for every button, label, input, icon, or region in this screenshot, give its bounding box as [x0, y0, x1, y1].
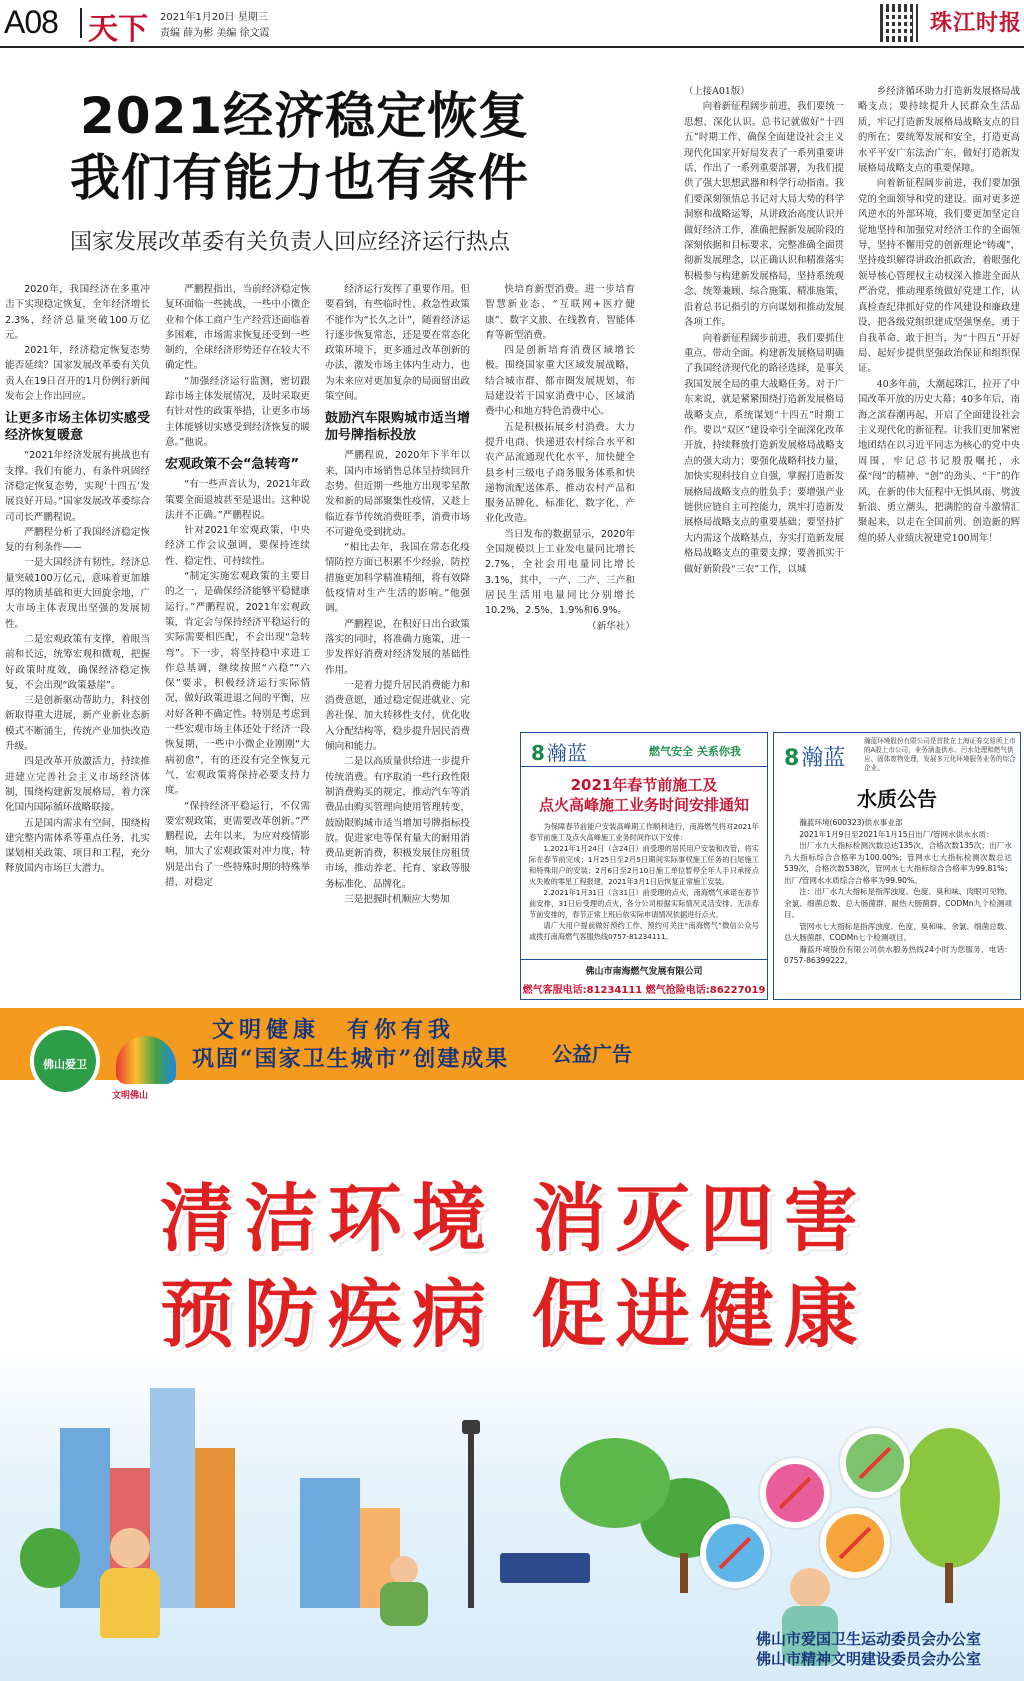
tree-trunk [945, 1563, 953, 1603]
public-service-poster [0, 1008, 1024, 1681]
cleaner-body [100, 1568, 160, 1638]
newspaper-logo: 珠江时报 [930, 10, 1023, 36]
gas-ad-slogan: 燃气安全 关系你我 [649, 745, 741, 758]
article-column-3 [325, 282, 470, 992]
gas-notice-ad [520, 732, 768, 1000]
paragraph: “加强经济运行监测，密切跟踪市场主体发展情况，及时采取更有针对性的政策举措，让更多市场主体能够切实感受到经济恢复的暖意。”他说。 [165, 375, 310, 448]
paragraph: 2020年，我国经济在多重冲击下实现稳定恢复，全年经济增长2.3%，经济总量突破100万亿元。 [5, 284, 150, 341]
rat-prohibited-icon [840, 1428, 910, 1498]
gas-ad-body: 为保障春节前能户安装高峰期工作顺利进行，南海燃气将对2021年春节前施工及点火高峰施工业务时间作以下安排： 1.2021年1月24日（含24日）前受理的居民用户安装和改管，将实际在春节前完成；1月25日至2月5日期间实际事权施工任务的扫尾施工和特殊用户的安装；2月6日至2月10日施工单位暂停全年人手只承接点火失败的零星工程报建，2021年3月1日后恢复正常施工安装。 2.2021年1月31日（含31日）前受理的点火，南海燃气承诺在春节前安排，31日后受理的点火，各分公司根据实际情况灵活安排。无法春节前安排的，春节正常上班后依实际申请情况依据进行点火。 请广大用户提前做好预约工作，预约可关注“南海燃气”微信公众号或拨打南海燃气客服热线0757-81234111。 [529, 822, 759, 941]
paragraph: 三是创新驱动帮助力，科技创新取得重大进展，新产业新业态新模式不断涌生，传统产业加快改造升级。 [5, 695, 150, 753]
paragraph: 严鹏程分析了我国经济稳定恢复的有利条件—— [5, 526, 150, 554]
aiwei-logo: 佛山爱卫 [30, 1026, 100, 1096]
sponsor-org-2: 佛山市精神文明建设委员会办公室 [756, 1650, 982, 1668]
sponsor-org-1: 佛山市爱国卫生运动委员会办公室 [756, 1630, 982, 1648]
headline-subtitle: 国家发展改革委有关负责人回应经济运行热点 [70, 230, 511, 255]
paragraph: 三是把握时机顺应大势加 [344, 893, 450, 905]
paragraph: 严鹏程说，在积好日出台政策落实的同时，将准确力施策，进一步发挥好消费对经济发展的基础性作用。 [325, 618, 470, 676]
paragraph: “有一些声音认为，2021年政策要全面退坡甚至是退出。这种说法并不正确。”严鹏程说。 [165, 479, 310, 521]
paragraph: “保持经济平稳运行，不仅需要宏观政策，更需要改革创新。”严鹏程说，去年以来，为应对疫情影响，加大了宏观政策对冲力度，特别是出台了一些特殊时期的特殊举措，对稳定 [165, 800, 310, 888]
paragraph: “2021年经济发展有挑战也有支撑。我们有能力、有条件巩固经济稳定恢复态势，实现‘十四五’发展良好开局。”国家发展改革委综合司司长严鹏程说。 [5, 450, 150, 523]
qr-code-icon[interactable] [880, 4, 918, 42]
paragraph: 向着新征程阔步前进，我们要加强党的全面领导和党的建设。面对更多逆风逆水的外部环境，我们要更加坚定自觉地坚持和加强党对经济工作的全面领导，坚持不懈用党的创新理论“铸魂”，坚持疫织解得讲政治抓政治，着眼强化领导核心管理权主动权深入推进全面从严治党，推动理系统做好党建工作，认真检查纪律抓好党的作风建设和廉政建设，把各级党组织建成坚强堡垒，勇于自我革命、敢于担当，为“十四五”开好局、起好步提供坚强政治保证和组织保证。 [858, 178, 1020, 375]
brand-logo: 8 瀚蓝 [531, 741, 587, 765]
continued-from: （上接A01版） [684, 86, 750, 97]
article-source: （新华社） [587, 620, 635, 632]
paragraph: 严鹏程说，2020年下半年以来，国内市场销售总体呈持续回升态势。但近期一些地方出现零星散发和新的局部聚集性疫情，又趁上临近春节传统消费旺季，消费市场不可避免受到扰动。 [325, 450, 470, 538]
water-ad-intro: 瀚蓝环境股份有限公司是首批在上海证券交易所上市的A股上市公司，业务涵盖供水、污水处理和燃气供应、固体废物处理，发展多元化环境服务业务的综合企业。 [864, 737, 1016, 772]
gardener-body [380, 1582, 428, 1626]
paragraph: 四是改革开放激活力，持续推进建立完善社会主义市场经济体制，围绕构建新发展格局，着力深化国内国际循环战略联接。 [5, 756, 150, 814]
gas-ad-title: 2021年春节前施工及 点火高峰施工业务时间安排通知 [538, 776, 749, 814]
editors-credit: 责编 薛为彬 美编 徐文霞 [160, 28, 270, 39]
paragraph: 当日发布的数据显示，2020年全国规模以上工业发电量同比增长2.7%，全社会用电量同比增长3.1%，其中，一产、二产、三产和居民生活用电量同比分别增长10.2%、2.5%、1.9%和6.9%。 [485, 528, 635, 617]
paragraph: 四是创新培育消费区域增长极。围绕国家重大区域发展战略，结合城市群、都市圈发展规划，布局建设若干国家消费中心，区域消费中心和地方特色消费中心。 [485, 345, 635, 418]
gas-ad-header [521, 733, 767, 767]
mosquito-prohibited-icon [820, 1508, 890, 1578]
page-number: A08 [4, 4, 58, 40]
masthead-divider [80, 8, 82, 38]
headline-line2: 我们有能力也有条件 [70, 149, 529, 207]
water-quality-ad [773, 732, 1021, 1000]
paragraph: 二是宏观政策有支撑，着眼当前和长远，统筹宏观和微观，把握好政策时度效，确保经济稳定恢复，不会出现“政策悬崖”。 [5, 633, 150, 691]
tree-trunk [680, 1553, 688, 1593]
poster-slogan-1: 清洁环境 消灭四害 [160, 1176, 868, 1262]
lamp-head [462, 1420, 480, 1434]
section-heading: 让更多市场主体切实感受经济恢复暖意 [5, 411, 150, 444]
lamp-post [468, 1428, 474, 1608]
article-column-1 [5, 282, 150, 992]
article-column-4 [485, 282, 635, 702]
paragraph: 2021年，经济稳定恢复态势能否延续？国家发展改革委有关负责人在19日召开的1月份例行新闻发布会上作出回应。 [5, 345, 150, 403]
poster-category: 公益广告 [552, 1042, 632, 1066]
brand-mark-icon: 8 [531, 741, 545, 765]
gas-hotline: 燃气客服电话:81234111 燃气抢险电话:86227019 [522, 985, 766, 996]
paragraph: 五是积极拓展乡村消费。大力提升电商、快递进农村综合水平和农产品流通现代化水平，加快健全县乡村三级电子商务服务体系和快递物流配送体系，推动农村产品和服务品牌化、标准化、数字化、产业化改造。 [485, 421, 635, 525]
paragraph: 一是大国经济有韧性，经济总量突破100万亿元，意味着更加雄厚的物质基础和更大回旋余地，广大市场主体表现出坚强的发展韧性。 [5, 557, 150, 630]
paragraph: 严鹏程指出，当前经济稳定恢复环面临一些挑战，一些中小微企业和个体工商户生产经营还面临着多困难，市场需求恢复还受到一些制约，全球经济形势还存在较大不确定性。 [165, 284, 310, 372]
fly-prohibited-icon [700, 1518, 770, 1588]
paragraph: 40多年前，大潮起珠江，拉开了中国改革开放的历史大幕；40多年后，南海之滨春潮再起，开启了全面建设社会主义现代化的新征程。让我们更加紧密地团结在以习近平同志为核心的党中央周围，牢记总书记殷殷嘱托，永葆“闯”的精神、“创”的劲头、“干”的作风，在新的伟大征程中无惧风雨、劈波斩浪、勇立潮头，把满腔的奋斗激情汇聚起来，以走在全国前列、创造新的辉煌的骄人业绩庆祝建党100周年！ [858, 378, 1020, 544]
water-ad-title: 水质公告 [857, 787, 937, 811]
poster-tagline-1: 文明健康 有你有我 [212, 1017, 456, 1043]
civilized-foshan-label: 文明佛山 [112, 1091, 149, 1101]
issue-date: 2021年1月20日 星期三 [160, 12, 268, 23]
brand-logo: 8瀚蓝 [784, 746, 846, 771]
paragraph: 向着新征程阔步前进，我们要统一思想、深化认识。总书记就做好“十四五”时期工作、确保全面建设社会主义现代化国家开好局发表了一系列重要讲话、作出了一系列重要部署，为我们提供了强大思想武器和科学行动指南。我们要深刻领悟总书记对大局大势的科学洞察和战略运筹，从讲政治高度认识并做好经济工作，准确把握新发展阶段的深刻依据和目标要求，完整准确全面贯彻新发展理念，以正确认识和精准落实积极参与构建新发展格局，坚持系统观念、统筹兼顾、综合施策、精准施策，沿着总书记指引的方向谋划和推动发展各项工作。 [684, 101, 844, 329]
paragraph: 针对2021年宏观政策，中央经济工作会议强调，要保持连续性、稳定性、可持续性。 [165, 525, 310, 567]
paragraph: 五是国内需求有空间，围绕构建完整内需体系等重点任务，扎实谋划相关政策、项目和工程，充分释放国内市场巨大潜力。 [5, 817, 150, 875]
article-column-2 [165, 282, 310, 992]
water-ad-body: 瀚蓝环境(600323)供水事业部 2021年1月9日至2021年1月15日出厂/管网水供水水质： 出厂水九大指标检测次数总达135次，合格次数135次；出厂水九大指标综合合格率为100.00%；管网水七大指标检测次数总达539次，合格次数538次，管网水七大指标综合合格率为99.81%；出厂/管网水水质综合合格率为99.90%。 注：出厂水九大指标是指浑浊度、色度、臭和味、肉眼可见物、余氯、细菌总数、总大肠菌群、耐热大肠菌群、CODMn九个检测项目。 管网水七大指标是指浑浊度、色度、臭和味、余氯、细菌总数、总大肠菌群、CODMn七个检测项目。 瀚蓝环境股份有限公司供水服务热线24小时为您服务，电话：0757-86399222。 [784, 818, 1012, 965]
cockroach-prohibited-icon [760, 1458, 830, 1528]
masthead [0, 0, 1024, 48]
editorial-column-1 [684, 84, 844, 699]
poster-slogan-2: 预防疾病 促进健康 [160, 1272, 868, 1358]
brand-mark-icon: 8 [784, 746, 800, 771]
tree-illustration [900, 1428, 1000, 1568]
paragraph: 快培育新型消费。进一步培育智慧新业态、“互联网+医疗健康”、数字文旅、在线教育、智能体育等新型消费。 [485, 284, 635, 341]
paragraph: “制定实施宏观政策的主要目的之一，是确保经济能够平稳健康运行。”严鹏程说，2021年宏观政策，肯定会与保持经济平稳运行的实际需要相匹配，不会出现“急转弯”。下一步，将坚持稳中求进工作总基调，继续按照“六稳”“六保”要求，积极经济运行实际情况，做好政策进退之间的平衡，应对好各种不确定性。特别是考虑到一些宏观市场主体还处于经济一段恢复期，一些中小微企业刚刚“大病初愈”，有的还没有完全恢复元气，宏观政策将保持必要支持力度。 [165, 571, 310, 797]
gardener-figure [390, 1556, 418, 1584]
paragraph: 一是着力提升居民消费能力和消费意愿，通过稳定促进就业、完善社保、加大转移性支付、优化收入分配结构等，稳步提升居民消费倾向和能力。 [325, 679, 470, 753]
paragraph: 经济运行发挥了重要作用。但要看到，有些临时性、救急性政策不能作为“长久之计”，随着经济运行逐步恢复常态，还是要在常态化政策环境下，更多通过改革创新的办法，激发市场主体内生动力，也为未来应对更加复杂的局面留出政策空间。 [325, 284, 470, 403]
paragraph: 乡经济循环助力打造新发展格局战略支点；要持续提升人民群众生活品质，牢记打造新发展格局战略支点的目的所在；要统筹发展和安全，打造更高水平平安广东法治广东，做好打造新发展格局战略支点的重要保障。 [858, 86, 1020, 175]
section-heading: 宏观政策不会“急转弯” [165, 457, 300, 473]
paragraph: 二是以高质量供给进一步提升传统消费。有序取消一些行政性限制消费购买的规定，推动汽车等消费品由购买管理向使用管理转变，鼓励限购城市适当增加号牌指标投放。促进家电等保有量大的耐用消费品更新消费，积极发展住房租赁市场，推动养老、托育、家政等服务标准化、品牌化。 [325, 756, 470, 890]
paragraph: 向着新征程阔步前进，我们要抓住重点、带动全面。构建新发展格局明确了我国经济现代化的路径选择，是事关我国发展全局的重大战略任务。对于广东来说，就是紧紧围绕打造新发展格局战略支点，系统谋划“十四五”时期工作。要以“双区”建设牵引全面深化改革开放，持续释放打造新发展格局战略支点的强大动力；要强化战略科技力量，加快实现科技自立自强，掌握打造新发展格局战略支点的胜负手；要增强产业链供应链自主可控能力，筑牢打造新发展格局战略支点的重要基础；要坚持扩大内需这个战略基点，夯实打造新发展格局战略支点的重要支撑；要善抓实干做好新阶段“三农”工作，以城 [684, 332, 844, 575]
paragraph: “相比去年，我国在常态化疫情防控方面已积累不少经验，防控措施更加科学精准精细，将有效降低疫情对生产生活的影响。”他强调。 [325, 542, 470, 615]
section-title: 天下 [88, 12, 148, 47]
tree-illustration [20, 1528, 80, 1588]
section-heading: 鼓励汽车限购城市适当增加号牌指标投放 [325, 411, 470, 444]
headline-line1: 2021经济稳定恢复 [80, 87, 530, 145]
building-illustration [195, 1448, 235, 1608]
cleaner-figure [110, 1528, 150, 1568]
child-figure [790, 1568, 830, 1608]
poster-tagline-2: 巩固“国家卫生城市”创建成果 [192, 1046, 510, 1072]
gas-company: 佛山市南海燃气发展有限公司 [585, 967, 703, 977]
gas-ad-footer [521, 959, 767, 999]
editorial-column-2 [858, 84, 1020, 699]
tree-illustration [560, 1438, 670, 1528]
building-illustration [300, 1478, 360, 1608]
park-bench [500, 1553, 590, 1583]
